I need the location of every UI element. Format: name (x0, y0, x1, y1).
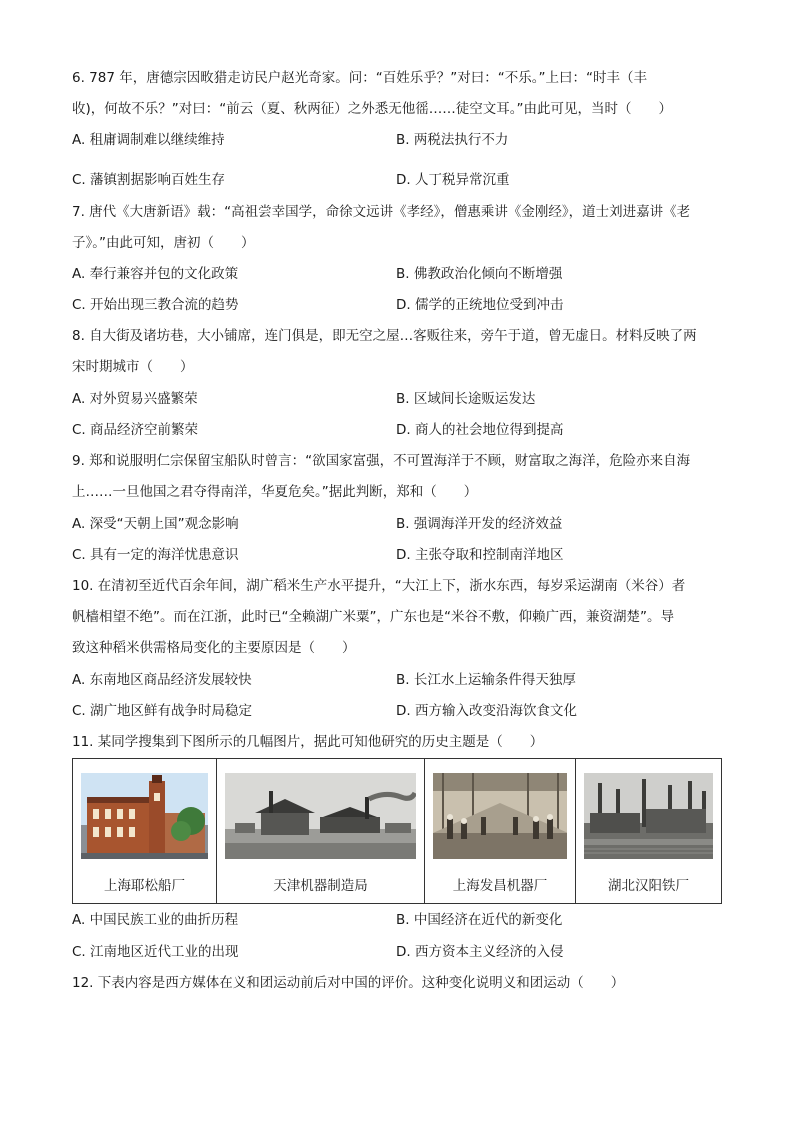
q9-stem-line1: 9. 郑和说服明仁宗保留宝船队时曾言：“欲国家富强，不可置海洋于不顾，财富取之海洋，危险亦来自海 (72, 453, 691, 469)
q6-option-b: B. 两税法执行不力 (396, 132, 509, 148)
q8-option-b: B. 区域间长途贩运发达 (396, 391, 536, 407)
q12-stem-line1: 12. 下表内容是西方媒体在义和团运动前后对中国的评价。这种变化说明义和团运动（ ） (72, 975, 625, 991)
photo-hubei-hanyang-ironworks (584, 773, 713, 859)
q7-stem-line1: 7. 唐代《大唐新语》载：“高祖尝幸国学，命徐文远讲《孝经》，僧惠乘讲《金刚经》，道士刘进嘉讲《老 (72, 204, 691, 220)
q8-option-a: A. 对外贸易兴盛繁荣 (72, 391, 198, 407)
q10-option-a: A. 东南地区商品经济发展较快 (72, 672, 252, 688)
q11-option-b: B. 中国经济在近代的新变化 (396, 912, 563, 928)
q8-option-d: D. 商人的社会地位得到提高 (396, 422, 564, 438)
q9-option-d: D. 主张夺取和控制南洋地区 (396, 547, 564, 563)
q7-option-a: A. 奉行兼容并包的文化政策 (72, 266, 239, 282)
photo-tianjin-machine-bureau (225, 773, 416, 859)
q10-stem-line2: 帆樯相望不绝”。而在江浙，此时已“全赖湖广米粟”，广东也是“米谷不敷，仰赖广西，兼资湖楚”。导 (72, 609, 674, 625)
q10-option-c: C. 湖广地区鲜有战争时局稳定 (72, 703, 253, 719)
q6-stem-line1: 6. 787 年，唐德宗因畋猎走访民户赵光奇家。问：“百姓乐乎？”对曰：“不乐。”上曰：“时丰（丰 (72, 70, 647, 86)
caption-fachang: 上海发昌机器厂 (452, 878, 548, 894)
q9-option-c: C. 具有一定的海洋忧患意识 (72, 547, 239, 563)
caption-hanyang: 湖北汉阳铁厂 (608, 878, 689, 894)
q11-option-a: A. 中国民族工业的曲折历程 (72, 912, 239, 928)
q10-option-b: B. 长江水上运输条件得天独厚 (396, 672, 576, 688)
caption-yesong: 上海耶松船厂 (104, 878, 185, 894)
picture-cell-tianjin (217, 759, 425, 903)
picture-cell-fachang (425, 759, 576, 903)
q11-option-c: C. 江南地区近代工业的出现 (72, 944, 239, 960)
q6-option-a: A. 租庸调制难以继续维持 (72, 132, 225, 148)
q6-stem-line2: 收)，何故不乐？”对曰：“前云（夏、秋两征）之外悉无他徭……徒空文耳。”由此可见，当时（ ） (72, 101, 672, 117)
q7-stem-line2: 子》。”由此可知，唐初（ ） (72, 235, 255, 251)
q10-option-d: D. 西方输入改变沿海饮食文化 (396, 703, 577, 719)
q7-option-b: B. 佛教政治化倾向不断增强 (396, 266, 563, 282)
q8-option-c: C. 商品经济空前繁荣 (72, 422, 199, 438)
q9-option-a: A. 深受“天朝上国”观念影响 (72, 516, 239, 532)
photo-shanghai-fachang-factory (433, 773, 567, 859)
q7-option-c: C. 开始出现三教合流的趋势 (72, 297, 239, 313)
q10-stem-line3: 致这种稻米供需格局变化的主要原因是（ ） (72, 640, 356, 656)
q8-stem-line1: 8. 自大街及诸坊巷，大小铺席，连门俱是，即无空之屋…客贩往来，旁午于道，曾无虚日。材料反映了两 (72, 328, 697, 344)
picture-cell-hanyang (576, 759, 721, 903)
q6-option-c: C. 藩镇割据影响百姓生存 (72, 172, 226, 188)
q11-stem-line1: 11. 某同学搜集到下图所示的几幅图片，据此可知他研究的历史主题是（ ） (72, 734, 544, 750)
q6-option-d: D. 人丁税异常沉重 (396, 172, 510, 188)
picture-cell-yesong (73, 759, 217, 903)
picture-table (72, 758, 722, 904)
caption-tianjin: 天津机器制造局 (273, 878, 368, 894)
q9-option-b: B. 强调海洋开发的经济效益 (396, 516, 563, 532)
q11-option-d: D. 西方资本主义经济的入侵 (396, 944, 564, 960)
q7-option-d: D. 儒学的正统地位受到冲击 (396, 297, 564, 313)
photo-shanghai-yesong-shipyard (81, 773, 208, 859)
q10-stem-line1: 10. 在清初至近代百余年间，湖广稻米生产水平提升，“大江上下，浙水东西，每岁采运湖南（米谷）者 (72, 578, 686, 594)
q9-stem-line2: 上……一旦他国之君夺得南洋，华夏危矣。”据此判断，郑和（ ） (72, 484, 478, 500)
q8-stem-line2: 宋时期城市（ ） (72, 359, 194, 375)
